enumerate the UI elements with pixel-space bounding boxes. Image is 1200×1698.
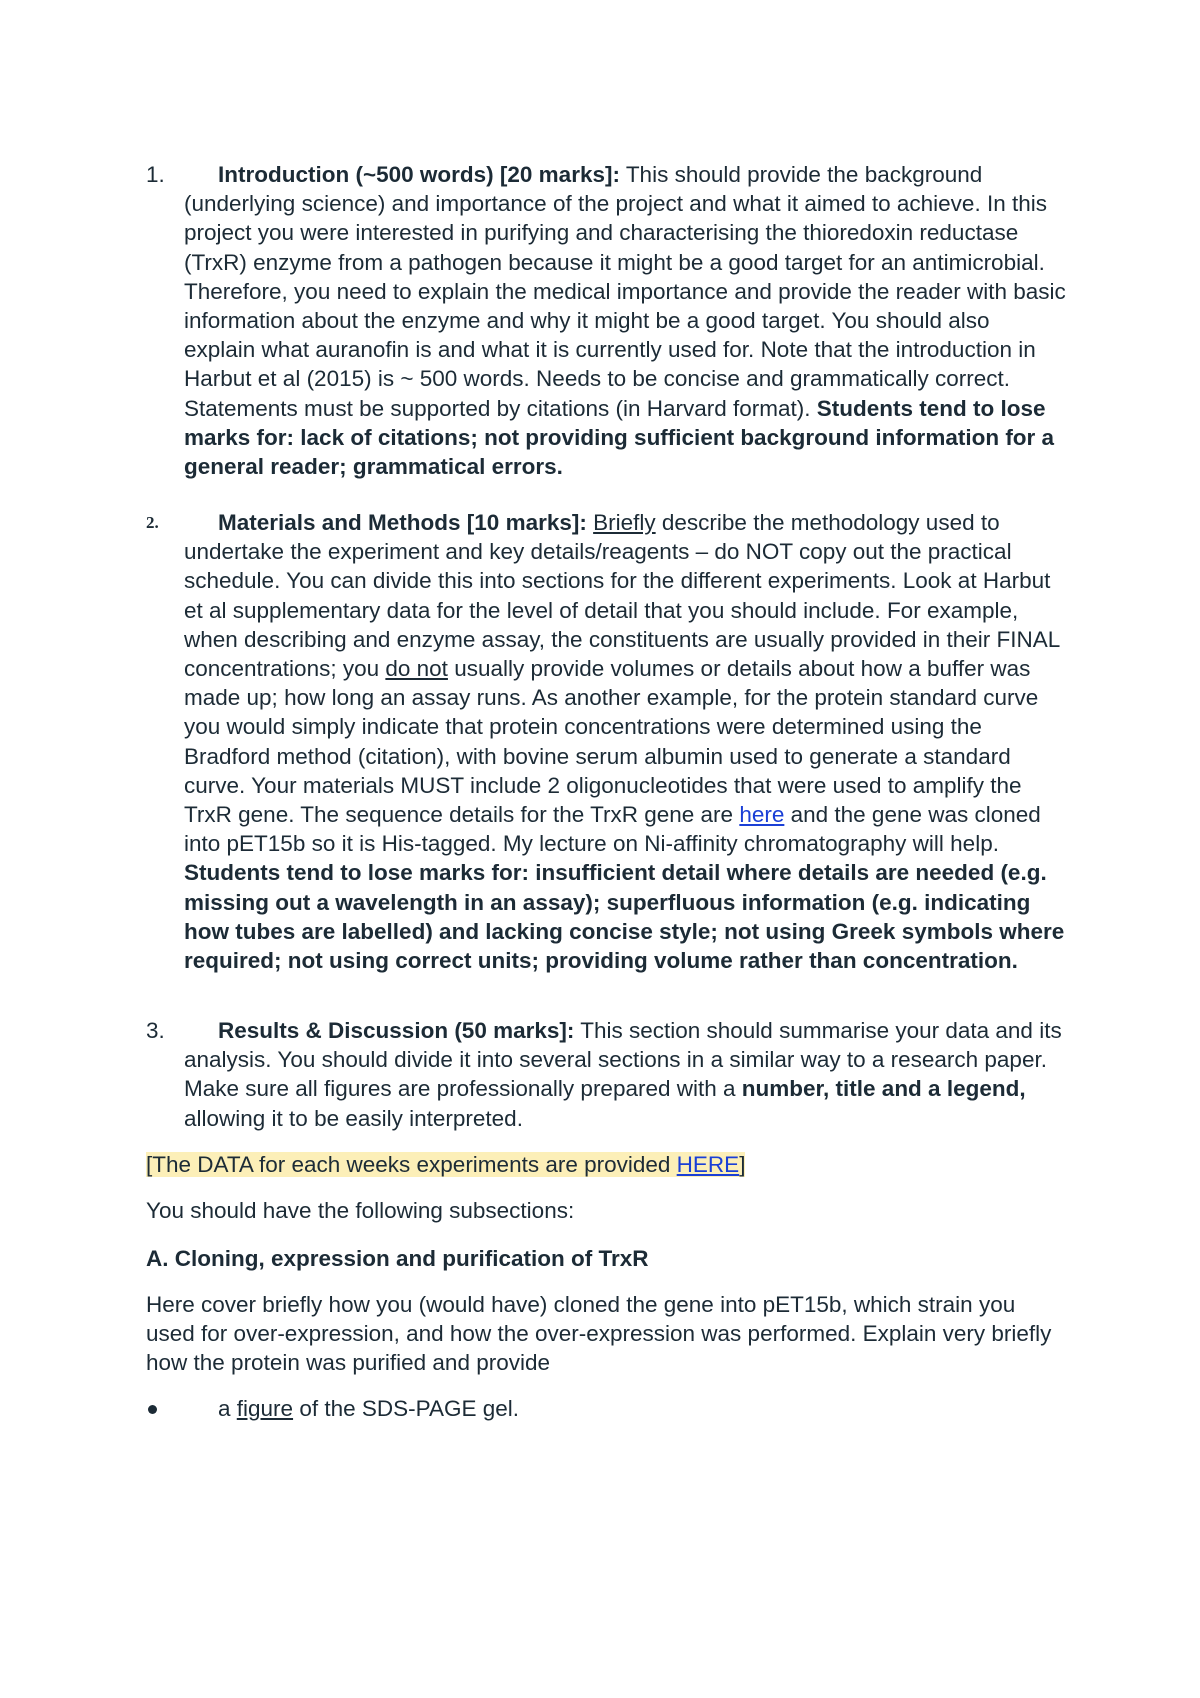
section-introduction	[146, 160, 1066, 481]
bullet-text	[218, 1394, 1066, 1423]
underlined-text: figure	[236, 1396, 294, 1421]
underlined-text: do not	[385, 656, 448, 682]
marking-note: Students tend to lose marks for: lack of citations; not providing sufficient background information for a general reader; grammatical errors.	[184, 395, 1055, 480]
bullet-icon	[148, 1405, 157, 1414]
section-title: Introduction (~500 words) [20 marks]:	[218, 162, 620, 187]
underlined-text: Briefly	[593, 510, 656, 535]
list-item	[146, 1394, 1066, 1423]
section-text: This section should summarise your data and its analysis. You should divide it into several sections in a similar way to a research paper. Make sure all figures are professionally prepared with a	[184, 1018, 1062, 1102]
data-note-text: ]	[739, 1152, 746, 1177]
data-note	[146, 1150, 1066, 1179]
subsection-a-text: Here cover briefly how you (would have) cloned the gene into pET15b, which strain you used for over-expression, and how the over-expression was performed. Explain very briefly how the protein was purified and provide	[146, 1292, 1052, 1376]
section-body	[184, 1016, 1066, 1133]
data-link[interactable]: HERE	[676, 1152, 740, 1177]
bullet-text-part: a	[218, 1396, 237, 1421]
bullet-text-part: of the SDS-PAGE gel.	[293, 1396, 519, 1421]
section-body	[184, 160, 1066, 481]
trxr-sequence-link[interactable]: here	[739, 802, 785, 828]
subsections-intro: You should have the following subsections:	[146, 1198, 575, 1223]
subsection-a-heading	[146, 1244, 1066, 1273]
data-note-highlight	[146, 1152, 745, 1177]
list-number: 3.	[146, 1018, 165, 1043]
section-text: This should provide the background (underlying science) and importance of the project and what it aimed to achieve. In this project you were interested in purifying and characterising the thioredoxin reductase (TrxR) enzyme from a pathogen because it might be a good target for an antimicrobial. Therefore, you need to explain the medical importance and provide the reader with basic information about the enzyme and why it might be a good target. You should also explain what auranofin is and what it is currently used for. Note that the introduction in Harbut et al (2015) is ~ 500 words. Needs to be concise and grammatically correct. Statements must be supported by citations (in Harvard format).	[184, 162, 1066, 421]
marking-note: Students tend to lose marks for: insufficient detail where details are needed (e.g. missing out a wavelength in an assay); superfluous information (e.g. indicating how tubes are labelled) and lacking concise style; not using Greek symbols where required; not using correct units; providing volume rather than concentration.	[184, 860, 1065, 974]
data-note-text: [The DATA for each weeks experiments are provided	[146, 1152, 677, 1177]
section-text: usually provide volumes or details about how a buffer was made up; how long an assay runs. As another example, for the protein standard curve you would simply indicate that protein concentrations were determined using the Bradford method (citation), with bovine serum albumin used to generate a standard curve. Your materials MUST include 2 oligonucleotides that were used to amplify the TrxR gene. The sequence details for the TrxR gene are	[184, 656, 1039, 828]
list-number: 1.	[146, 162, 165, 187]
section-results-discussion	[146, 1016, 1066, 1133]
section-text: and the gene was cloned into pET15b so it is His-tagged. My lecture on Ni-affinity chromatography will help.	[184, 802, 1041, 857]
section-body	[184, 508, 1066, 975]
list-number: 2.	[146, 513, 159, 532]
section-materials-methods	[146, 508, 1066, 975]
subsection-heading: A. Cloning, expression and purification of TrxR	[146, 1246, 649, 1271]
section-title: Materials and Methods [10 marks]:	[218, 510, 587, 535]
section-text: allowing it to be easily interpreted.	[184, 1105, 523, 1131]
section-title: Results & Discussion (50 marks]:	[218, 1018, 575, 1043]
bold-text: number, title and a legend,	[741, 1076, 1026, 1102]
section-text: describe the methodology used to undertake the experiment and key details/reagents – do NOT copy out the practical schedule. You can divide this into sections for the different experiments. Look at Harbut et al supplementary data for the level of detail that you should include. For example, when describing and enzyme assay, the constituents are usually provided in their FINAL concentrations; you	[184, 510, 1060, 682]
